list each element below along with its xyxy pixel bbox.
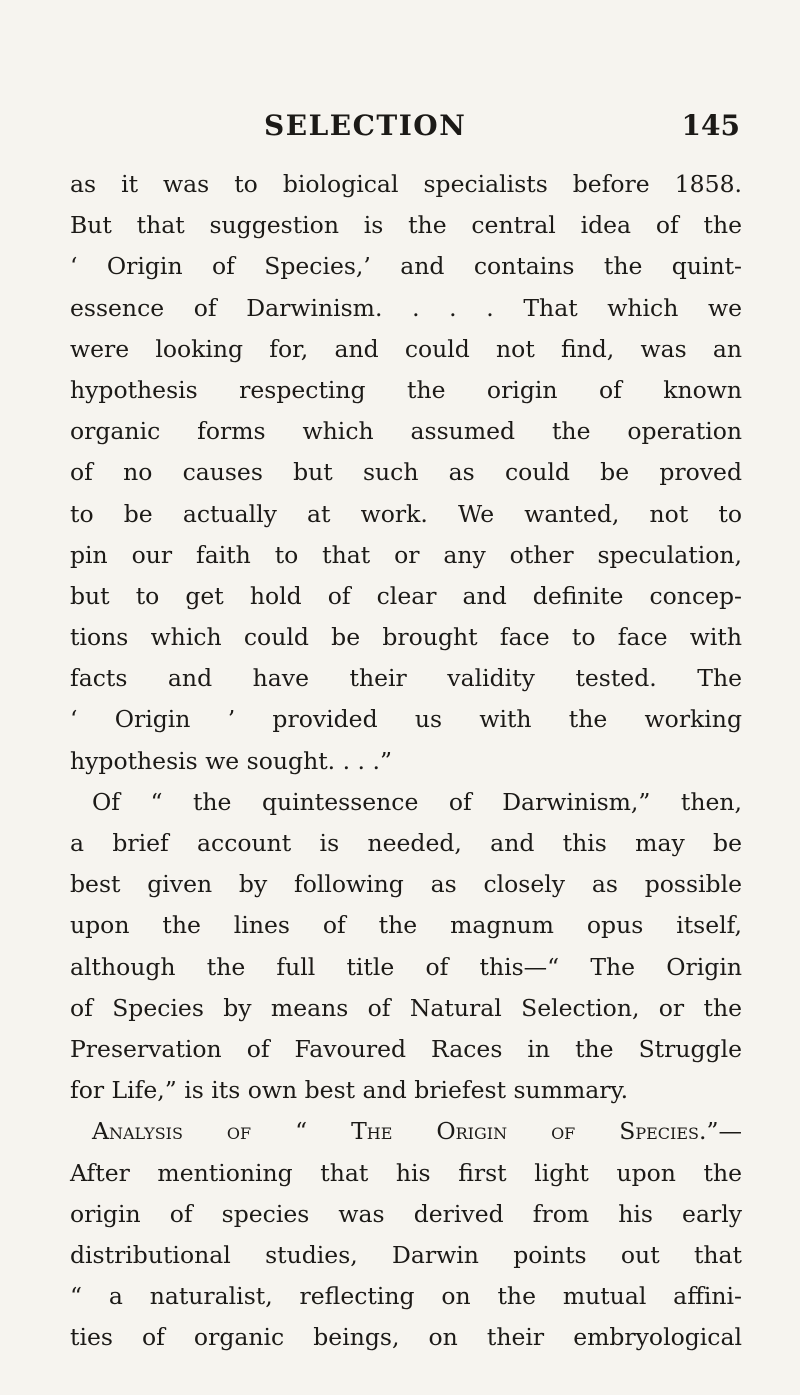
text-line: a brief account is needed, and this may be: [70, 829, 742, 857]
text-line: “ a naturalist, reflecting on the mutual affini-: [70, 1282, 742, 1311]
paragraph-end-line: for Life,” is its own best and briefest summary.: [70, 1076, 629, 1105]
text-line: ‘ Origin ’ provided us with the working: [70, 705, 742, 734]
body-text: [70, 164, 742, 1358]
text-line: origin of species was derived from his early: [70, 1199, 742, 1228]
section-heading-line: Analysis of “ The Origin of Species.”—: [92, 1117, 742, 1146]
text-line: organic forms which assumed the operation: [70, 417, 742, 446]
paragraph-end-line: hypothesis we sought. . . .”: [70, 746, 392, 775]
text-line: facts and have their validity tested. The: [70, 664, 742, 693]
text-line: of Species by means of Natural Selection, or the: [70, 993, 742, 1022]
text-line: to be actually at work. We wanted, not to: [70, 499, 742, 528]
text-line: upon the lines of the magnum opus itself,: [70, 911, 742, 940]
text-line: of no causes but such as could be proved: [70, 458, 742, 487]
paragraph-start-line: Of “ the quintessence of Darwinism,” then,: [92, 787, 742, 816]
text-line: ‘ Origin of Species,’ and contains the quint-: [70, 252, 742, 281]
text-line: essence of Darwinism. . . . That which we: [70, 293, 742, 322]
text-line: Preservation of Favoured Races in the Struggle: [70, 1034, 742, 1063]
text-line: hypothesis respecting the origin of known: [70, 375, 742, 404]
text-line: as it was to biological specialists before 1858.: [70, 170, 742, 198]
running-head: [70, 104, 740, 148]
text-line: After mentioning that his first light upon the: [70, 1158, 742, 1187]
text-line: were looking for, and could not find, was an: [70, 334, 742, 363]
text-line: best given by following as closely as possible: [70, 870, 742, 899]
text-line: but to get hold of clear and definite concep-: [70, 581, 742, 610]
running-head-title: SELECTION: [264, 109, 467, 142]
text-line: pin our faith to that or any other speculation,: [70, 540, 742, 569]
page-number: 145: [681, 109, 740, 142]
text-line: although the full title of this—“ The Origin: [70, 952, 742, 981]
text-line: ties of organic beings, on their embryological: [70, 1323, 742, 1352]
text-line: distributional studies, Darwin points out that: [70, 1240, 742, 1269]
text-line: But that suggestion is the central idea of the: [70, 211, 742, 240]
text-line: tions which could be brought face to face with: [70, 623, 742, 652]
